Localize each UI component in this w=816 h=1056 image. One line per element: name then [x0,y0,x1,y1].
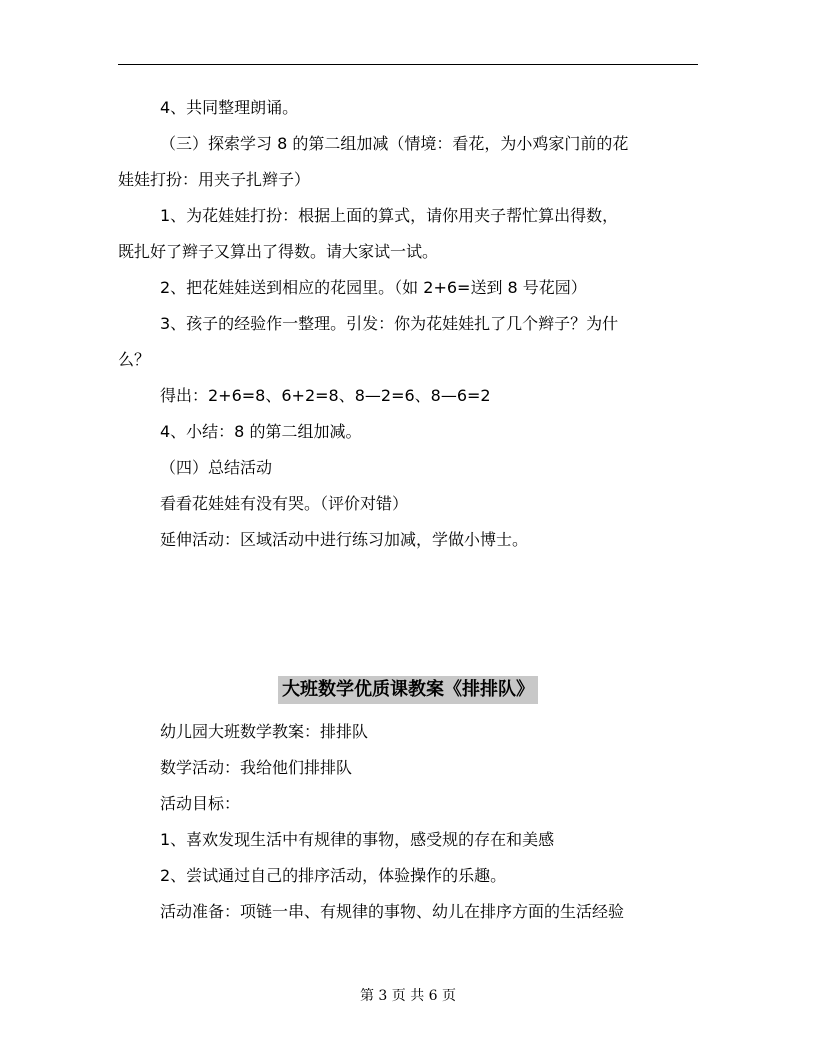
paragraph-line: 看看花娃娃有没有哭。（评价对错） [160,494,409,513]
paragraph-line: 得出：2+6=8、6+2=8、8—2=6、8—6=2 [160,386,491,405]
section-line: 活动目标： [160,794,241,813]
section-line: 1、喜欢发现生活中有规律的事物，感受规的存在和美感 [160,830,555,849]
paragraph-line: 既扎好了辫子又算出了得数。请大家试一试。 [118,242,439,261]
section-line: 2、尝试通过自己的排序活动，体验操作的乐趣。 [160,866,507,885]
paragraph-line: 3、孩子的经验作一整理。引发：你为花娃娃扎了几个辫子？为什 [160,314,619,333]
paragraph-line: 4、共同整理朗诵。 [160,98,299,117]
paragraph-line: 1、为花娃娃打扮：根据上面的算式，请你用夹子帮忙算出得数， [160,206,619,225]
paragraph-line: 延伸活动：区域活动中进行练习加减，学做小博士。 [160,530,529,549]
section-title-wrapper [0,676,816,704]
paragraph-line: 2、把花娃娃送到相应的花园里。（如 2+6=送到 8 号花园） [160,278,587,297]
header-rule [118,64,698,65]
paragraph-line: 娃娃打扮：用夹子扎辫子） [118,170,311,189]
section-line: 活动准备：项链一串、有规律的事物、幼儿在排序方面的生活经验 [160,902,625,921]
page-footer: 第 3 页 共 6 页 [359,988,457,1004]
section-line: 幼儿园大班数学教案：排排队 [160,722,369,741]
paragraph-line: （四）总结活动 [160,458,273,477]
paragraph-line: 4、小结：8 的第二组加减。 [160,422,362,441]
paragraph-line: （三）探索学习 8 的第二组加减（情境：看花，为小鸡家门前的花 [160,134,629,153]
section-title: 大班数学优质课教案《排排队》 [278,676,538,704]
paragraph-line: 么？ [118,350,151,369]
section-line: 数学活动：我给他们排排队 [160,758,353,777]
